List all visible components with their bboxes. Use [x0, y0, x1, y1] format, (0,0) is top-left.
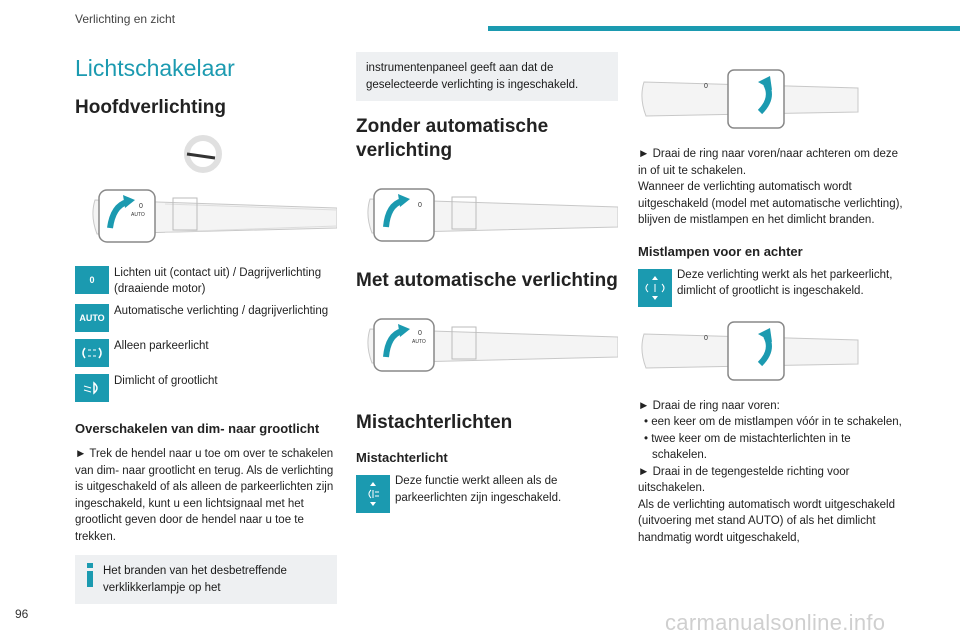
- heading-mistachterlicht: Mistachterlicht: [356, 450, 448, 465]
- bullet-text: een keer om de mistlampen vóór in te schakelen,: [651, 416, 902, 428]
- paragraph-auto-off: Wanneer de verlichting automatisch wordt uitgeschakeld (model met automatische verlichting), blijven de mistlampen en het dimlicht branden.: [638, 181, 903, 226]
- note-box-continued: instrumentenpaneel geeft aan dat de geselecteerde verlichting is ingeschakeld.: [356, 52, 618, 101]
- list-item: [75, 266, 337, 297]
- paragraph-ring: ► Draai de ring naar voren/naar achteren om deze in of uit te schakelen.: [638, 148, 899, 177]
- bullet-text: twee keer om de mistachterlichten in te schakelen.: [651, 432, 851, 461]
- list-item: [75, 304, 337, 332]
- note-text: Het branden van het desbetreffende verklikkerlampje op het: [103, 565, 287, 594]
- page-title: Lichtschakelaar: [75, 55, 235, 81]
- note-box: [75, 555, 337, 604]
- lever-label-auto: AUTO: [412, 339, 426, 345]
- mistachterlicht-paragraph: [356, 473, 618, 506]
- list-item: [75, 374, 337, 402]
- header-accent-bar: [488, 26, 960, 31]
- lever-illustration-manual: [356, 179, 618, 251]
- heading-zonder-automatische: Zonder automatische verlichting: [356, 116, 549, 161]
- paragraph-auto-switch: Als de verlichting automatisch wordt uitgeschakeld (uitvoering met stand AUTO) of als het dimlicht handmatig wordt uitgeschakeld,: [638, 498, 895, 544]
- auto-position-icon: AUTO: [75, 304, 109, 332]
- heading-hoofdverlichting: Hoofdverlichting: [75, 97, 226, 118]
- lever-label-zero: 0: [139, 203, 143, 210]
- page-number: 96: [15, 607, 29, 621]
- list-item-text: Lichten uit (contact uit) / Dagrijverlichting (draaiende motor): [114, 267, 322, 295]
- paragraph: ► Trek de hendel naar u toe om over te schakelen van dim- naar grootlicht en terug. Als de verlichting is uitgeschakeld of als alleen de parkeerlichten zijn ingeschakeld, kunt u een lichtsignaal met het grootlicht geven door de hendel naar u toe te trekken.: [75, 448, 334, 543]
- switch-positions-list: [75, 266, 337, 402]
- steering-wheel-icon: [75, 134, 337, 174]
- list-item: [75, 339, 337, 367]
- bullet-item: • twee keer om de mistachterlichten in te schakelen.: [644, 432, 851, 461]
- heading-met-automatische: Met automatische verlichting: [356, 270, 618, 291]
- column-3: [638, 62, 904, 546]
- bullet-item: • een keer om de mistlampen vóór in te schakelen,: [644, 416, 902, 428]
- list-item-text: Automatische verlichting / dagrijverlichting: [114, 305, 329, 317]
- parking-light-icon: [75, 339, 109, 367]
- low-beam-icon: [75, 374, 109, 402]
- mistachterlicht-text: Deze functie werkt alleen als de parkeerlichten zijn ingeschakeld.: [395, 475, 562, 504]
- lever-label-zero: 0: [704, 334, 708, 342]
- lever-illustration-auto: [356, 309, 618, 381]
- light-switch-lever-illustration: [75, 180, 337, 252]
- off-position-icon: 0: [75, 266, 109, 294]
- fog-ring-illustration-2: [638, 314, 900, 386]
- step-forward: ► Draai de ring naar voren:: [638, 399, 780, 412]
- step-opposite: ► Draai in de tegengestelde richting voor uitschakelen.: [638, 465, 850, 494]
- lever-label-zero: 0: [418, 330, 422, 337]
- column-2: [356, 52, 618, 515]
- lever-label-zero: 0: [418, 202, 422, 209]
- mistlampen-text: Deze verlichting werkt als het parkeerlicht, dimlicht of grootlicht is ingeschakeld.: [677, 268, 893, 297]
- fog-ring-illustration-1: [638, 62, 900, 134]
- column-1: [75, 55, 337, 604]
- section-title: Verlichting en zicht: [75, 12, 176, 26]
- heading-dim-grootlicht: Overschakelen van dim- naar grootlicht: [75, 421, 320, 436]
- lever-label-auto: AUTO: [131, 212, 145, 218]
- rear-fog-light-icon: [356, 475, 390, 513]
- front-rear-fog-light-icon: [638, 269, 672, 307]
- info-icon: [85, 563, 95, 587]
- list-item-text: Dimlicht of grootlicht: [114, 375, 218, 387]
- list-item-text: Alleen parkeerlicht: [114, 340, 209, 352]
- heading-mistlampen: Mistlampen voor en achter: [638, 243, 803, 259]
- lever-label-zero: 0: [704, 83, 708, 90]
- mistlampen-paragraph: [638, 267, 904, 300]
- watermark: carmanualsonline.info: [665, 610, 886, 635]
- heading-mistachterlichten: Mistachterlichten: [356, 412, 513, 433]
